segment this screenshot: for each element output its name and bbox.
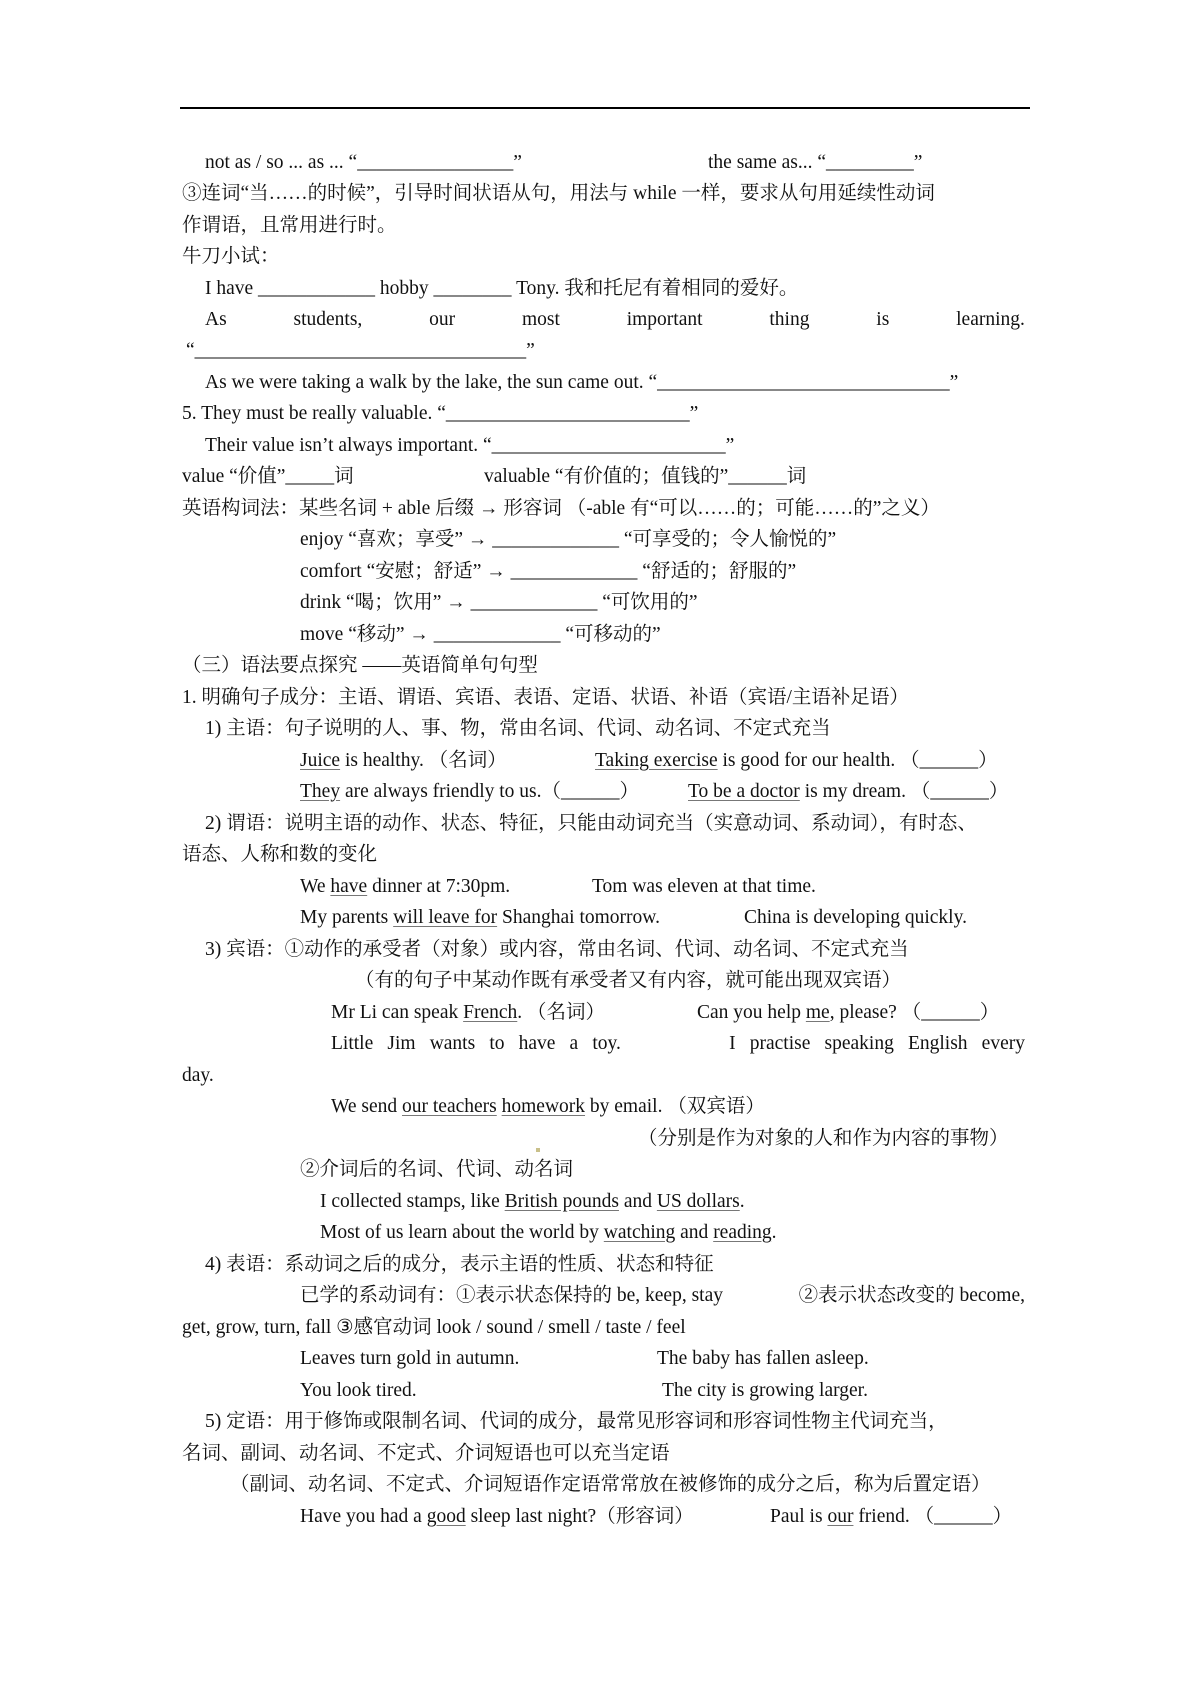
- line-predicate: 2) 谓语：说明主语的动作、状态、特征，只能由动词充当（实意动词、系动词），有时态、: [205, 813, 977, 834]
- line-same-as: the same as... “_________”: [708, 152, 923, 173]
- line-value: Their value isn’t always important. “________________________”: [205, 435, 735, 456]
- line-attributive-2: 名词、副词、动名词、不定式、介词短语也可以充当定语: [182, 1443, 670, 1464]
- line-predicate-2: 语态、人称和数的变化: [182, 844, 378, 865]
- line-linking-verbs-2: get, grow, turn, fall ③感官动词 look / sound / smell / taste / feel: [182, 1317, 686, 1338]
- line-move: move “移动” → _____________ “可移动的”: [300, 624, 661, 645]
- example-you-look-tired: You look tired.: [300, 1380, 417, 1401]
- line-sentence-parts: 1. 明确句子成分：主语、谓语、宾语、表语、定语、状语、补语（宾语/主语补足语）: [182, 687, 909, 708]
- line-comfort: comfort “安慰；舒适” → _____________ “舒适的；舒服的”: [300, 561, 797, 582]
- line-value-word: value “价值”_____词: [182, 466, 354, 487]
- example-watching-reading: Most of us learn about the world by watching and reading.: [320, 1222, 777, 1243]
- line-drink: drink “喝；饮用” → _____________ “可饮用的”: [300, 592, 698, 613]
- practice-line-1: I have ____________ hobby ________ Tony. 我和托尼有着相同的爱好。: [205, 278, 799, 299]
- line-word-formation: 英语构词法：某些名词 + able 后缀 → 形容词 （-able 有“可以……的；可能……的”之义）: [182, 498, 940, 519]
- line-linking-verbs: 已学的系动词有：①表示状态保持的 be, keep, stay ②表示状态改变的 become,: [300, 1285, 1025, 1306]
- line-double-object-note: （分别是作为对象的人和作为内容的事物）: [638, 1128, 1009, 1149]
- example-china-developing: China is developing quickly.: [744, 907, 967, 928]
- line-attributive: 5) 定语：用于修饰或限制名词、代词的成分，最常见形容词和形容词性物主代词充当，: [205, 1411, 948, 1432]
- example-we-have-dinner: We have dinner at 7:30pm.: [300, 876, 511, 897]
- example-paul: Paul is our friend. （______）: [770, 1506, 1013, 1527]
- example-to-be-a-doctor: To be a doctor is my dream. （______）: [688, 781, 1009, 802]
- example-city: The city is growing larger.: [662, 1380, 868, 1401]
- line-prep-object: ②介词后的名词、代词、动名词: [300, 1159, 574, 1180]
- example-good-sleep: Have you had a good sleep last night?（形容词）: [300, 1506, 694, 1527]
- example-stamps: I collected stamps, like British pounds and US dollars.: [320, 1191, 745, 1212]
- example-taking-exercise: Taking exercise is good for our health. （______）: [595, 750, 998, 771]
- stray-mark: [536, 1148, 540, 1152]
- line-predicative: 4) 表语：系动词之后的成分，表示主语的性质、状态和特征: [205, 1254, 714, 1275]
- line-post-attributive: （副词、动名词、不定式、介词短语作定语常常放在被修饰的成分之后，称为后置定语）: [230, 1474, 991, 1495]
- example-mr-li: Mr Li can speak French. （名词）: [331, 1002, 606, 1023]
- example-little-jim-end: day.: [182, 1065, 214, 1086]
- line-conjunction-note-2: 作谓语，且常用进行时。: [182, 215, 397, 236]
- example-my-parents: My parents will leave for Shanghai tomorrow.: [300, 907, 660, 928]
- header-rule: [180, 107, 1030, 109]
- line-valuable: 5. They must be really valuable. “_________________________”: [182, 403, 699, 424]
- line-subject: 1) 主语：句子说明的人、事、物，常由名词、代词、动名词、不定式充当: [205, 718, 831, 739]
- line-object-note: （有的句子中某动作既有承受者又有内容，就可能出现双宾语）: [355, 970, 902, 991]
- example-juice: Juice is healthy. （名词）: [300, 750, 507, 771]
- example-they: They are always friendly to us.（______）: [300, 781, 640, 802]
- line-valuable-word: valuable “有价值的；值钱的”______词: [484, 466, 807, 487]
- example-help-me: Can you help me, please? （______）: [697, 1002, 1000, 1023]
- example-little-jim: Little Jim wants to have a toy. I practise speaking English every: [331, 1033, 1025, 1054]
- line-object: 3) 宾语：①动作的承受者（对象）或内容，常由名词、代词、动名词、不定式充当: [205, 939, 909, 960]
- practice-line-2-blank: “__________________________________”: [186, 340, 535, 361]
- line-conjunction-note: ③连词“当……的时候”，引导时间状语从句，用法与 while 一样，要求从句用延续性动词: [182, 183, 935, 204]
- line-enjoy: enjoy “喜欢；享受” → _____________ “可享受的；令人愉悦的”: [300, 529, 837, 550]
- line-not-as-so: not as / so ... as ... “________________”: [205, 152, 522, 173]
- practice-line-3: As we were taking a walk by the lake, the sun came out. “______________________________”: [205, 372, 959, 393]
- section-heading: （三）语法要点探究 ——英语简单句句型: [182, 655, 538, 676]
- practice-line-2: As students, our most important thing is learning.: [205, 309, 1025, 330]
- example-we-send: We send our teachers homework by email. （双宾语）: [331, 1096, 765, 1117]
- example-leaves: Leaves turn gold in autumn.: [300, 1348, 520, 1369]
- practice-heading: 牛刀小试：: [182, 246, 280, 267]
- example-tom-was-eleven: Tom was eleven at that time.: [592, 876, 816, 897]
- example-baby: The baby has fallen asleep.: [657, 1348, 869, 1369]
